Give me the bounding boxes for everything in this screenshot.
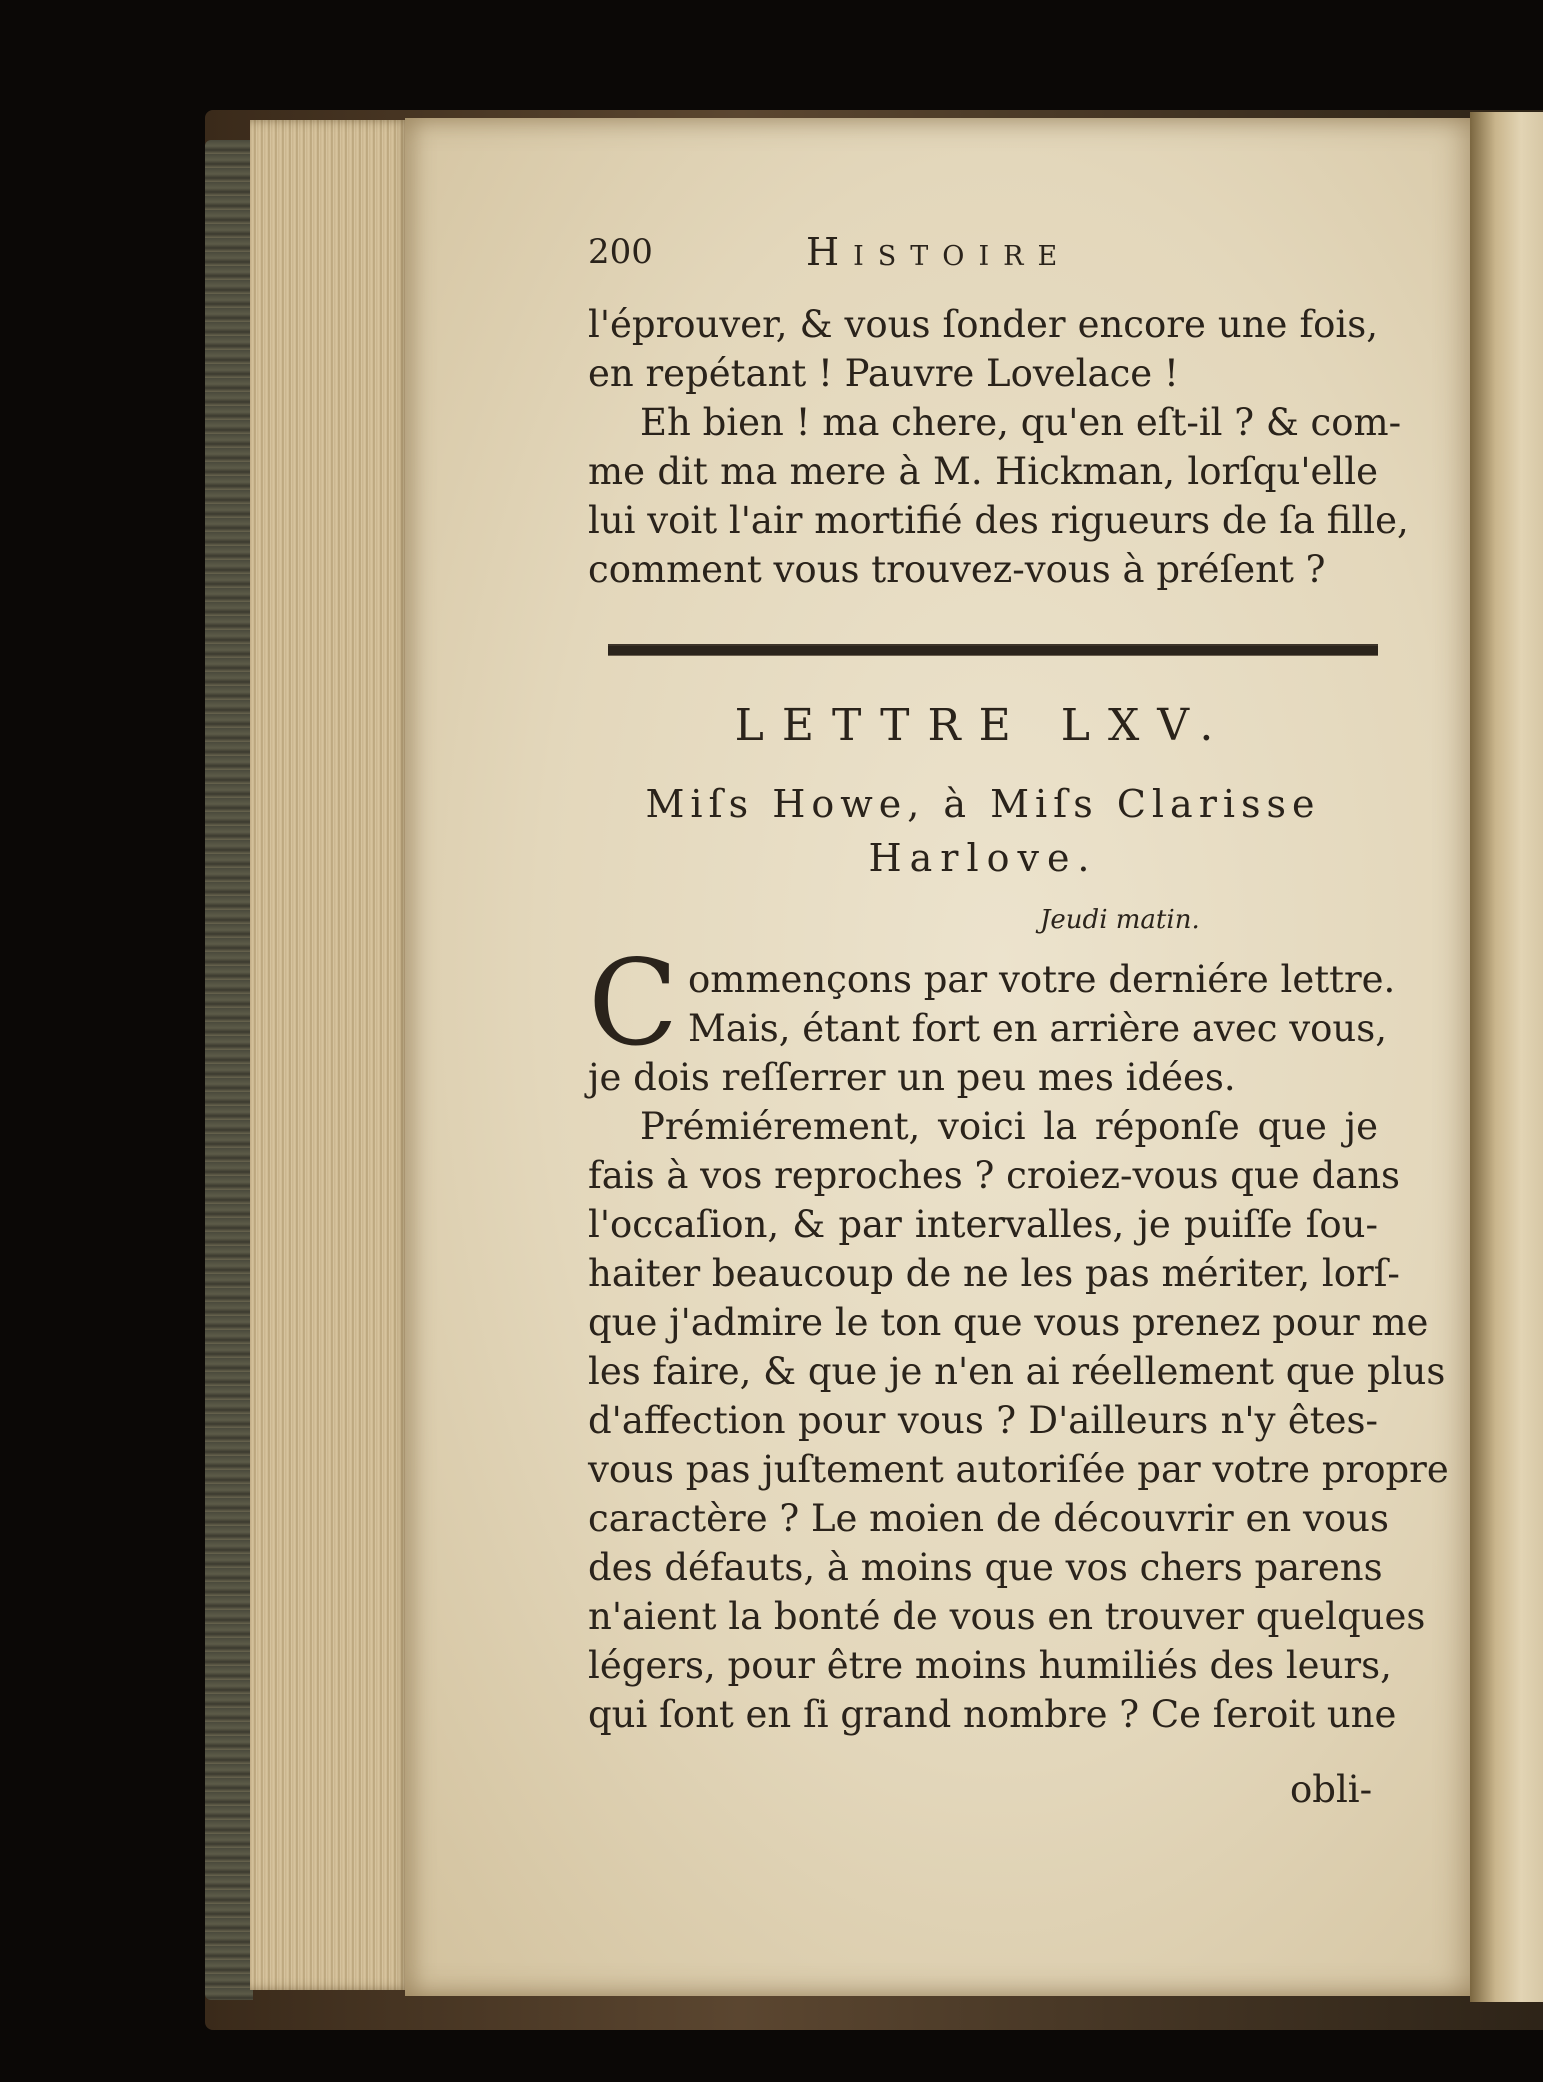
facing-page-gutter xyxy=(1470,112,1543,2002)
text-line: comment vous trouvez-vous à préſent ? xyxy=(588,548,1326,591)
cover-edge xyxy=(205,140,253,2000)
letter-title: LETTRE LXV. xyxy=(734,700,1232,751)
text-line: je dois reſſerrer un peu mes idées. xyxy=(588,1056,1236,1099)
text-line: haiter beaucoup de ne les pas mériter, lorſ- xyxy=(588,1252,1400,1295)
text-line: me dit ma mere à M. Hickman, lorſqu'elle xyxy=(588,450,1378,493)
letter-date: Jeudi matin. xyxy=(1040,905,1200,935)
catchword: obli- xyxy=(1290,1768,1373,1811)
text-line: Mais, étant fort en arrière avec vous, xyxy=(688,1007,1387,1050)
text-line: légers, pour être moins humiliés des leurs, xyxy=(588,1644,1392,1687)
letter-address-line2: Harlove. xyxy=(868,836,1098,880)
running-title: Histoire xyxy=(806,230,1072,274)
text-line: que j'admire le ton que vous prenez pour me xyxy=(588,1301,1429,1344)
letter-address-line1: Miſs Howe, à Miſs Clarisse xyxy=(645,782,1321,826)
text-line: les faire, & que je n'en ai réellement que plus xyxy=(588,1350,1446,1393)
opening-paragraph xyxy=(588,300,1409,594)
text-line: des défauts, à moins que vos chers parens xyxy=(588,1546,1383,1589)
text-line: en repétant ! Pauvre Lovelace ! xyxy=(588,352,1179,395)
text-line: Prémiérement, voici la réponſe que je xyxy=(640,1105,1378,1148)
page-number: 200 xyxy=(588,232,653,272)
text-line: n'aient la bonté de vous en trouver quelques xyxy=(588,1595,1426,1638)
drop-cap: C xyxy=(588,934,679,1072)
text-line: Eh bien ! ma chere, qu'en eſt-il ? & com- xyxy=(640,401,1402,444)
text-line: qui ſont en ſi grand nombre ? Ce ſeroit une xyxy=(588,1693,1397,1736)
text-line: vous pas juſtement autoriſée par votre propre xyxy=(588,1448,1449,1491)
page-edges xyxy=(250,120,410,1990)
page-header xyxy=(588,228,1378,278)
text-line: fais à vos reproches ? croiez-vous que dans xyxy=(588,1154,1401,1197)
section-rule xyxy=(608,644,1378,656)
text-line: lui voit l'air mortifié des rigueurs de ſa fille, xyxy=(588,499,1409,542)
text-line: l'occaſion, & par intervalles, je puiſſe ſou- xyxy=(588,1203,1378,1246)
text-line: l'éprouver, & vous ſonder encore une fois, xyxy=(588,303,1378,346)
text-line: caractère ? Le moien de découvrir en vous xyxy=(588,1497,1389,1540)
text-line: d'affection pour vous ? D'ailleurs n'y êtes- xyxy=(588,1399,1378,1442)
text-line: ommençons par votre derniére lettre. xyxy=(688,958,1396,1001)
letter-body xyxy=(588,955,1449,1739)
